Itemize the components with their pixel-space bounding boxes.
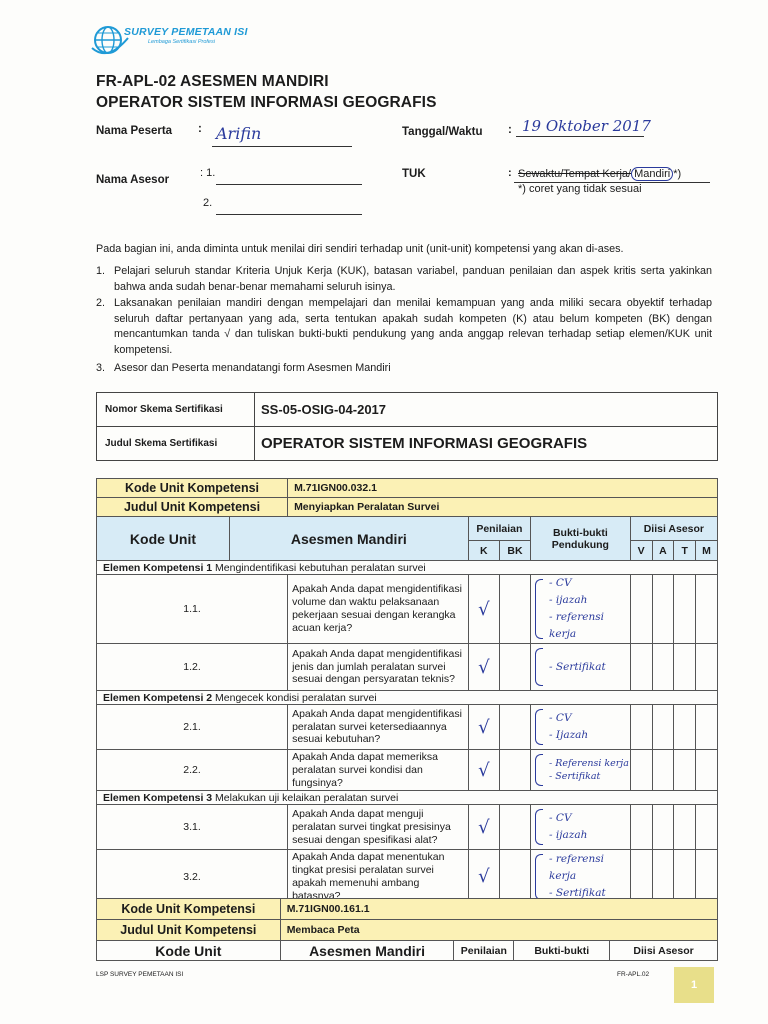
tuk-label: TUK bbox=[402, 168, 426, 180]
logo-subtitle: Lembaga Sertifikasi Profesi bbox=[148, 39, 215, 45]
bk-cell[interactable] bbox=[499, 644, 530, 691]
v-cell[interactable] bbox=[630, 644, 652, 691]
kode-unit-kompetensi-value: M.71IGN00.161.1 bbox=[280, 899, 717, 920]
a-cell[interactable] bbox=[652, 705, 674, 750]
kode-unit-kompetensi-value: M.71IGN00.032.1 bbox=[288, 479, 718, 498]
intro-item-2: 2. Laksanakan penilaian mandiri dengan mempelajari dan menilai kemampuan yang anda miliki secara obyektif terhadap seluruh daftar pertanyaan yang ada, serta tentukan apakah sudah kompeten (K) atau belum kompeten (BK) dengan mencantumkan tanda √ dan tuliskan bukti-bukti pendukung yang anda anggap relevan terhadap setiap elemen/KUK unit kompetensi. bbox=[96, 297, 712, 356]
diisi-asesor-header: Diisi Asesor bbox=[630, 517, 717, 541]
table-row bbox=[97, 575, 718, 644]
penilaian-header: Penilaian bbox=[454, 941, 514, 961]
asesmen-mandiri-header: Asesmen Mandiri bbox=[229, 517, 468, 561]
kode-unit-kompetensi-label: Kode Unit Kompetensi bbox=[97, 899, 281, 920]
m-cell[interactable] bbox=[696, 705, 718, 750]
kuk-number: 2.1. bbox=[97, 705, 288, 750]
kuk-question: Apakah Anda dapat mengidentifikasi peralatan survei ketersediaannya sesuai kebutuhan? bbox=[288, 705, 469, 750]
unit-1-table bbox=[96, 478, 718, 905]
m-cell[interactable] bbox=[696, 575, 718, 644]
kuk-question: Apakah Anda dapat mengidentifikasi jenis dan jumlah peralatan survei sesuai dengan persyaratan teknis? bbox=[288, 644, 469, 691]
tanggal-label: Tanggal/Waktu bbox=[402, 126, 483, 138]
nama-peserta-label: Nama Peserta bbox=[96, 125, 173, 137]
nama-asesor-label: Nama Asesor bbox=[96, 174, 170, 186]
penilaian-header: Penilaian bbox=[468, 517, 530, 541]
v-cell[interactable] bbox=[630, 805, 652, 850]
m-header: M bbox=[696, 541, 718, 561]
form-title: FR-APL-02 ASESMEN MANDIRI bbox=[96, 73, 329, 90]
k-check[interactable]: √ bbox=[468, 705, 499, 750]
diisi-asesor-header: Diisi Asesor bbox=[610, 941, 718, 961]
judul-unit-kompetensi-label: Judul Unit Kompetensi bbox=[97, 498, 288, 517]
t-cell[interactable] bbox=[674, 850, 696, 904]
t-cell[interactable] bbox=[674, 644, 696, 691]
elemen-kompetensi-3: Elemen Kompetensi 3 Melakukan uji kelaikan peralatan survei bbox=[97, 791, 718, 805]
asesor-1-line[interactable] bbox=[216, 184, 362, 185]
t-header: T bbox=[674, 541, 696, 561]
t-cell[interactable] bbox=[674, 805, 696, 850]
m-cell[interactable] bbox=[696, 850, 718, 904]
table-row bbox=[97, 705, 718, 750]
kode-unit-header: Kode Unit bbox=[97, 517, 230, 561]
nama-peserta-line bbox=[212, 146, 352, 147]
skema-table bbox=[96, 392, 718, 461]
nomor-skema-value: SS-05-OSIG-04-2017 bbox=[255, 393, 718, 427]
table-row bbox=[97, 750, 718, 791]
v-header: V bbox=[630, 541, 652, 561]
m-cell[interactable] bbox=[696, 805, 718, 850]
page-number: 1 bbox=[674, 967, 714, 1003]
a-header: A bbox=[652, 541, 674, 561]
kuk-number: 3.2. bbox=[97, 850, 288, 904]
table-row bbox=[97, 644, 718, 691]
intro-lead: Pada bagian ini, anda diminta untuk menilai diri sendiri terhadap unit (unit-unit) kompetensi yang akan di-ases. bbox=[96, 243, 624, 255]
v-cell[interactable] bbox=[630, 575, 652, 644]
bukti-cell[interactable]: - CV - ijazah bbox=[531, 805, 631, 850]
tuk-options[interactable] bbox=[518, 168, 681, 180]
k-check[interactable]: √ bbox=[468, 805, 499, 850]
table-row bbox=[97, 805, 718, 850]
footer-left: LSP SURVEY PEMETAAN ISI bbox=[96, 971, 184, 978]
judul-skema-label: Judul Skema Sertifikasi bbox=[97, 427, 255, 461]
bk-header: BK bbox=[499, 541, 530, 561]
bukti-cell[interactable]: - CV - ijazah - referensi kerja bbox=[531, 575, 631, 644]
kuk-number: 1.2. bbox=[97, 644, 288, 691]
k-check[interactable]: √ bbox=[468, 644, 499, 691]
v-cell[interactable] bbox=[630, 705, 652, 750]
m-cell[interactable] bbox=[696, 750, 718, 791]
kode-unit-kompetensi-label: Kode Unit Kompetensi bbox=[97, 479, 288, 498]
bukti-cell[interactable]: - Referensi kerja - Sertifikat bbox=[531, 750, 631, 791]
a-cell[interactable] bbox=[652, 750, 674, 791]
bukti-cell[interactable]: - CV - Ijazah bbox=[531, 705, 631, 750]
colon: : bbox=[508, 124, 512, 136]
kuk-question: Apakah Anda dapat menguji peralatan survei tingkat presisinya sesuai dengan spesifikasi alat? bbox=[288, 805, 469, 850]
elemen-kompetensi-2: Elemen Kompetensi 2 Mengecek kondisi peralatan survei bbox=[97, 691, 718, 705]
logo-name: SURVEY PEMETAAN ISI bbox=[124, 26, 248, 38]
judul-unit-kompetensi-value: Membaca Peta bbox=[280, 920, 717, 941]
a-cell[interactable] bbox=[652, 575, 674, 644]
nomor-skema-label: Nomor Skema Sertifikasi bbox=[97, 393, 255, 427]
asesor-1-label: : 1. bbox=[200, 167, 216, 179]
k-check[interactable]: √ bbox=[468, 750, 499, 791]
bukti-header: Bukti-bukti Pendukung bbox=[531, 517, 631, 561]
tanggal-line bbox=[516, 136, 644, 137]
tuk-circled-option: Mandiri bbox=[631, 167, 673, 181]
a-cell[interactable] bbox=[652, 644, 674, 691]
colon: : bbox=[508, 167, 512, 179]
k-check[interactable]: √ bbox=[468, 575, 499, 644]
judul-unit-kompetensi-label: Judul Unit Kompetensi bbox=[97, 920, 281, 941]
kuk-question: Apakah Anda dapat mengidentifikasi volume dan waktu pelaksanaan pekerjaan sesuai dengan kerangka acuan kerja? bbox=[288, 575, 469, 644]
tuk-struck-options: Sewaktu/Tempat Kerja/ bbox=[518, 168, 632, 180]
intro-item-3: 3. Asesor dan Peserta menandatangi form Asesmen Mandiri bbox=[96, 362, 391, 374]
v-cell[interactable] bbox=[630, 750, 652, 791]
bk-cell[interactable] bbox=[499, 750, 530, 791]
kuk-number: 3.1. bbox=[97, 805, 288, 850]
v-cell[interactable] bbox=[630, 850, 652, 904]
kuk-question: Apakah Anda dapat memeriksa peralatan survei kondisi dan fungsinya? bbox=[288, 750, 469, 791]
judul-unit-kompetensi-value: Menyiapkan Peralatan Survei bbox=[288, 498, 718, 517]
unit-2-table bbox=[96, 898, 718, 961]
t-cell[interactable] bbox=[674, 750, 696, 791]
kode-unit-header: Kode Unit bbox=[97, 941, 281, 961]
a-cell[interactable] bbox=[652, 805, 674, 850]
t-cell[interactable] bbox=[674, 575, 696, 644]
bukti-header: Bukti-bukti bbox=[514, 941, 610, 961]
kuk-number: 1.1. bbox=[97, 575, 288, 644]
a-cell[interactable] bbox=[652, 850, 674, 904]
tuk-note: *) coret yang tidak sesuai bbox=[518, 183, 642, 195]
bk-cell[interactable] bbox=[499, 705, 530, 750]
elemen-kompetensi-1: Elemen Kompetensi 1 Mengindentifikasi kebutuhan peralatan survei bbox=[97, 561, 718, 575]
nama-peserta-value[interactable]: Arifin bbox=[216, 124, 262, 143]
t-cell[interactable] bbox=[674, 705, 696, 750]
asesmen-mandiri-header: Asesmen Mandiri bbox=[280, 941, 454, 961]
bk-cell[interactable] bbox=[499, 805, 530, 850]
bk-cell[interactable] bbox=[499, 850, 530, 904]
k-header: K bbox=[468, 541, 499, 561]
asesor-2-line[interactable] bbox=[216, 214, 362, 215]
footer-right: FR-APL.02 bbox=[617, 971, 650, 978]
k-check[interactable]: √ bbox=[468, 850, 499, 904]
bukti-cell[interactable]: - referensi kerja - Sertifikat bbox=[531, 850, 631, 904]
bk-cell[interactable] bbox=[499, 575, 530, 644]
form-subtitle: OPERATOR SISTEM INFORMASI GEOGRAFIS bbox=[96, 94, 437, 111]
kuk-number: 2.2. bbox=[97, 750, 288, 791]
colon: : bbox=[198, 123, 202, 135]
tanggal-value[interactable]: 19 Oktober 2017 bbox=[522, 117, 651, 135]
intro-item-1: 1. Pelajari seluruh standar Kriteria Unjuk Kerja (KUK), batasan variabel, panduan penilaian dan aspek kritis serta yakinkan bahwa anda sudah benar-benar memahami seluruh isinya. bbox=[96, 265, 712, 293]
m-cell[interactable] bbox=[696, 644, 718, 691]
kuk-question: Apakah Anda dapat menentukan tingkat presisi peralatan survei apakah memenuhi ambang batasnya? bbox=[288, 850, 469, 904]
tuk-asterisk: *) bbox=[673, 168, 682, 180]
judul-skema-value: OPERATOR SISTEM INFORMASI GEOGRAFIS bbox=[255, 427, 718, 461]
asesor-2-label: 2. bbox=[203, 197, 213, 209]
bukti-cell[interactable]: - Sertifikat bbox=[531, 644, 631, 691]
table-row bbox=[97, 850, 718, 904]
